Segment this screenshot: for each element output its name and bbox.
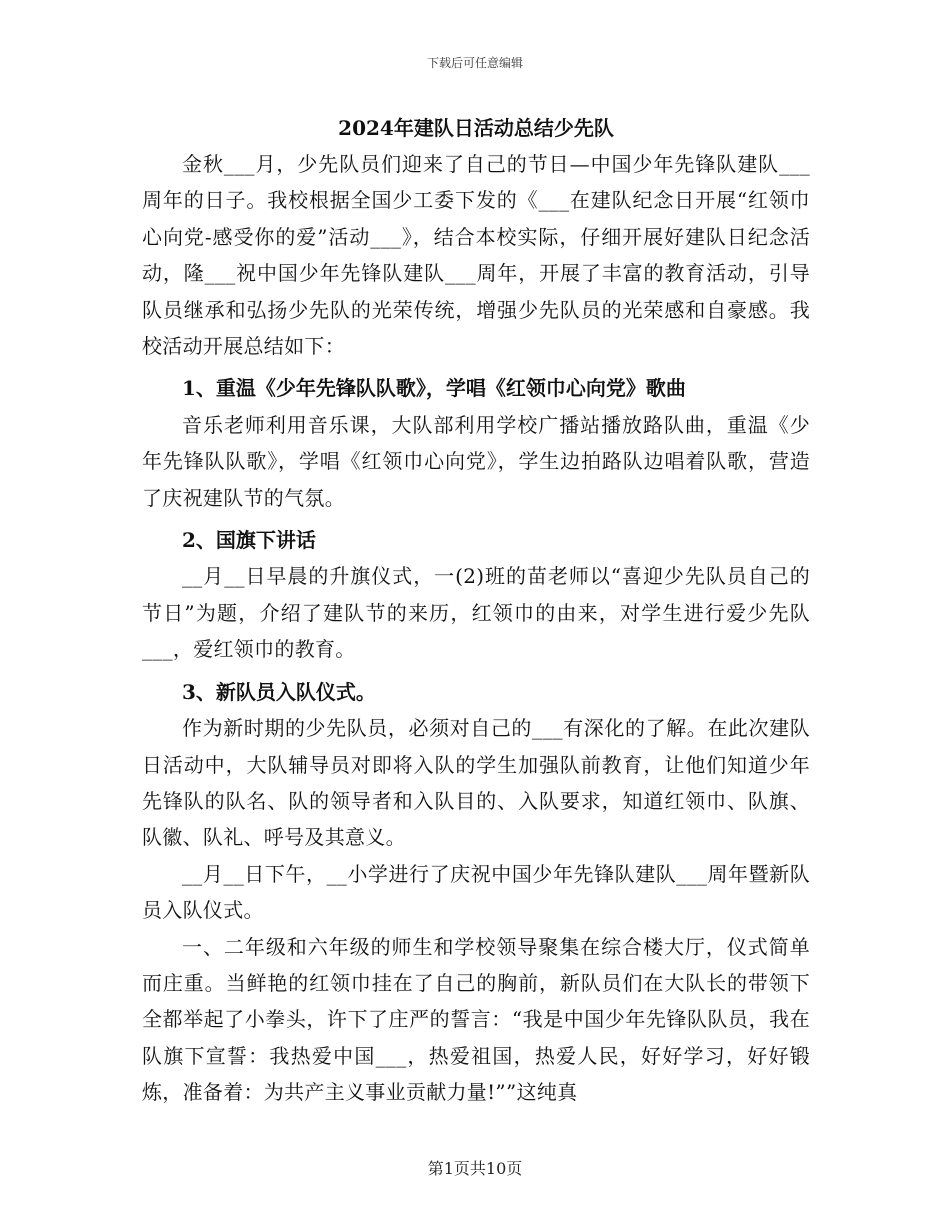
page-header: 下载后可任意编辑 bbox=[426, 56, 523, 70]
section-3-heading: 3、新队员入队仪式。 bbox=[182, 679, 376, 704]
document-body bbox=[142, 110, 810, 1111]
section-2-paragraph: __月__日早晨的升旗仪式，一(2)班的苗老师以“喜迎少先队员自己的节日”为题，介绍了建队节的来历，红领巾的由来，对学生进行爱少先队___，爱红领巾的教育。 bbox=[142, 564, 810, 662]
section-1-heading: 1、重温《少年先锋队队歌》，学唱《红领巾心向党》歌曲 bbox=[182, 376, 686, 401]
intro-paragraph: 金秋___月，少先队员们迎来了自己的节日—中国少年先锋队建队___周年的日子。我校根据全国少工委下发的《___在建队纪念日开展“红领巾心向党-感受你的爱”活动___》，结合本校实际，仔细开展好建队日纪念活动，隆___祝中国少年先锋队建队___周年，开展了丰富的教育活动，引导队员继承和弘扬少先队的光荣传统，增强少先队员的光荣感和自豪感。我校活动开展总结如下： bbox=[142, 152, 810, 359]
section-3-paragraph-1: 作为新时期的少先队员，必须对自己的___有深化的了解。在此次建队日活动中，大队辅导员对即将入队的学生加强队前教育，让他们知道少年先锋队的队名、队的领导者和入队目的、入队要求，知道红领巾、队旗、队徽、队礼、呼号及其意义。 bbox=[142, 716, 810, 850]
section-3-paragraph-3: 一、二年级和六年级的师生和学校领导聚集在综合楼大厅，仪式简单而庄重。当鲜艳的红领巾挂在了自己的胸前，新队员们在大队长的带领下全都举起了小拳头，许下了庄严的誓言：“我是中国少年先锋队队员，我在队旗下宣誓：我热爱中国___，热爱祖国，热爱人民，好好学习，好好锻炼，准备着：为共产主义事业贡献力量!””这纯真 bbox=[142, 934, 810, 1105]
section-1-paragraph: 音乐老师利用音乐课，大队部利用学校广播站播放路队曲，重温《少年先锋队队歌》，学唱《红领巾心向党》，学生边拍路队边唱着队歌，营造了庆祝建队节的气氛。 bbox=[142, 412, 810, 510]
section-2-heading: 2、国旗下讲话 bbox=[182, 528, 316, 553]
page-footer: 第1页共10页 bbox=[427, 1159, 523, 1178]
section-3-paragraph-2: __月__日下午，__小学进行了庆祝中国少年先锋队建队___周年暨新队员入队仪式。 bbox=[142, 861, 810, 923]
document-title: 2024年建队日活动总结少先队 bbox=[338, 116, 614, 140]
